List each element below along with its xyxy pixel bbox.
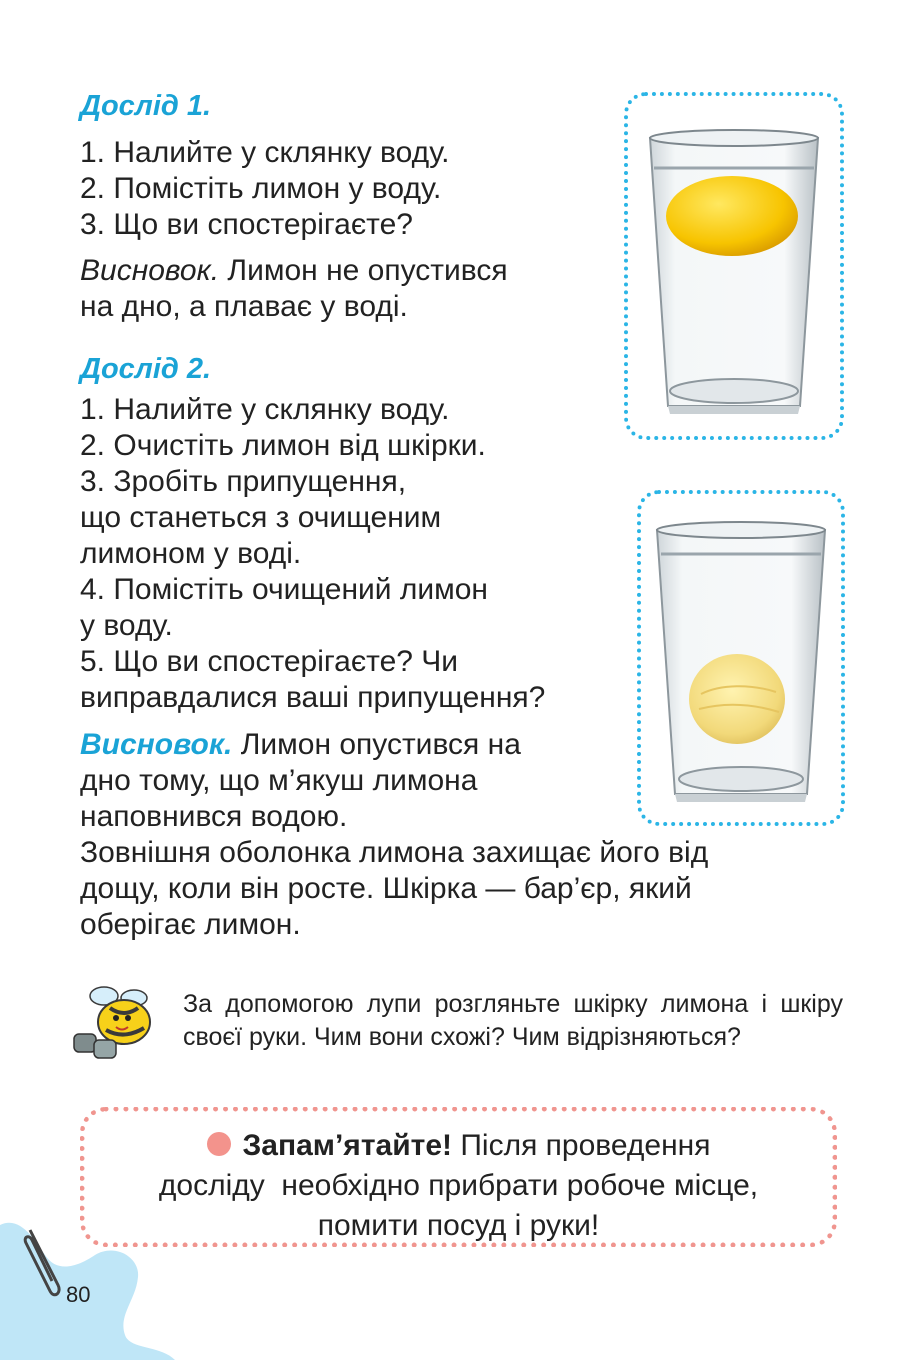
experiment-2-line: що станеться з очищеним — [80, 501, 442, 534]
experiment-1-step: 3. Що ви спостерігаєте? — [80, 208, 413, 241]
conclusion-label: Висновок. — [80, 728, 233, 761]
experiment-2-conclusion-text: дно тому, що м’якуш лимона — [80, 764, 478, 797]
bee-with-binoculars-icon — [66, 982, 162, 1062]
experiment-2-conclusion — [80, 727, 521, 763]
glass-floating-lemon-image — [628, 96, 840, 436]
experiment-2-line: 3. Зробіть припущення, — [80, 465, 407, 498]
remember-line-1 — [85, 1126, 832, 1166]
remember-line-2: досліду необхідно прибрати робоче місце, — [158, 1169, 759, 1202]
experiment-2-line: 4. Помістіть очищений лимон — [80, 573, 489, 606]
remember-label: Запам’ятайте! — [242, 1129, 453, 1162]
experiment-2-conclusion-text: оберігає лимон. — [80, 908, 301, 941]
experiment-2-title: Дослід 2. — [80, 353, 212, 385]
bullet-dot-icon — [207, 1132, 231, 1156]
glass-sunken-lemon-frame — [637, 490, 845, 826]
experiment-1-conclusion-text: на дно, а плаває у воді. — [80, 290, 408, 323]
conclusion-text: Лимон не опустився — [219, 254, 508, 287]
remember-line-3: помити посуд і руки! — [317, 1209, 600, 1242]
remember-text: Після проведення — [452, 1129, 711, 1162]
magnifier-task-text: За допомогою лупи розгляньте шкірку лимона і шкіру своєї руки. Чим вони схожі? Чим відрізняються? — [183, 990, 843, 1051]
experiment-1-conclusion — [80, 253, 508, 289]
experiment-2-line: у воду. — [80, 609, 173, 642]
conclusion-label: Висновок. — [80, 254, 220, 287]
page-number: 80 — [66, 1282, 91, 1307]
experiment-2-line: 1. Налийте у склянку воду. — [80, 393, 450, 426]
experiment-1-step: 1. Налийте у склянку воду. — [80, 136, 450, 169]
glass-floating-lemon-frame — [624, 92, 844, 440]
experiment-1-title: Дослід 1. — [80, 90, 212, 122]
experiment-2-line: 2. Очистіть лимон від шкірки. — [80, 429, 486, 462]
experiment-2-line: лимоном у воді. — [80, 537, 302, 570]
conclusion-text: Лимон опустився на — [232, 728, 521, 761]
remember-box — [80, 1107, 837, 1247]
experiment-2-conclusion-text: наповнився водою. — [80, 800, 348, 833]
experiment-2-conclusion-text: Зовнішня оболонка лимона захищає його від — [80, 836, 709, 869]
experiment-1-step: 2. Помістіть лимон у воду. — [80, 172, 442, 205]
glass-sunken-lemon-image — [641, 494, 841, 822]
experiment-2-line: виправдалися ваші припущення? — [80, 681, 546, 714]
experiment-2-conclusion-text: дощу, коли він росте. Шкірка — бар’єр, який — [80, 872, 692, 905]
experiment-2-line: 5. Що ви спостерігаєте? Чи — [80, 645, 459, 678]
